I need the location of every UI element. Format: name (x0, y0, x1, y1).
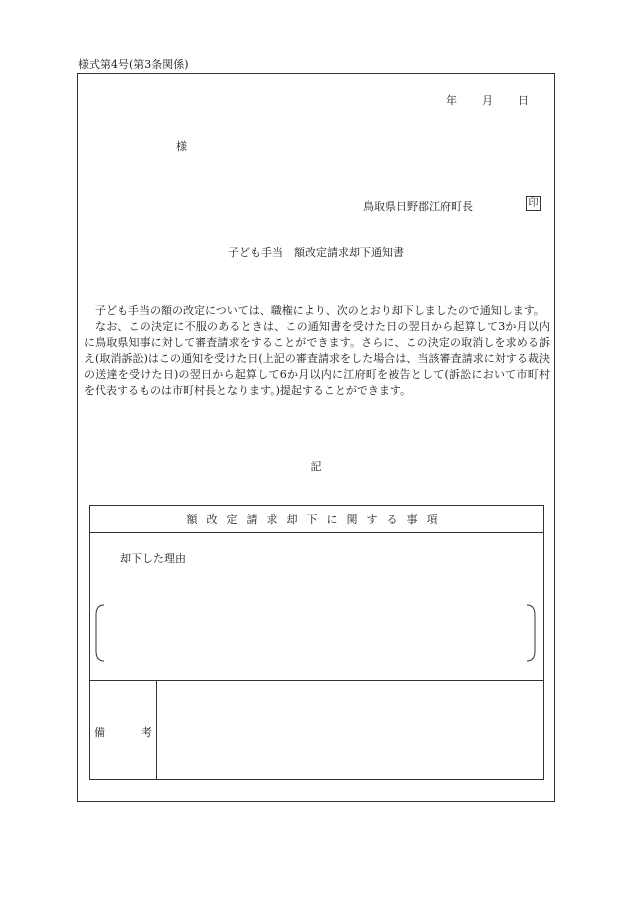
left-bracket (96, 605, 104, 661)
remarks-label-char-1: 備 (94, 726, 105, 739)
notice-body (84, 303, 550, 399)
details-table (89, 505, 544, 780)
issuer-name: 鳥取県日野郡江府町長 (363, 200, 473, 213)
ki-label: 記 (310, 460, 322, 473)
notice-paragraph-2: なお、この決定に不服のあるときは、この通知書を受けた日の翌日から起算して3か月以内に鳥取県知事に対して審査請求をすることができます。さらに、この決定の取消しを求める訴え(取消訴訟)はこの通知を受けた日(上記の審査請求をした場合は、当該審査請求に対する裁決の送達を受けた日)の翌日から起算して6か月以内に江府町を被告として(訴訟において市町村を代表するものは市町村長となります。)提起することができます。 (84, 320, 550, 397)
date-year-label: 年 (446, 94, 457, 107)
seal-mark: 印 (526, 196, 541, 211)
reason-row-divider (90, 680, 543, 681)
date-day-label: 日 (518, 94, 529, 107)
form-number: 様式第4号(第3条関係) (78, 58, 189, 71)
reason-bracket (95, 604, 536, 662)
remarks-label-char-2: 考 (141, 726, 152, 739)
reason-label: 却下した理由 (120, 552, 186, 565)
details-table-header: 額改定請求却下に関する事項 (90, 506, 543, 533)
addressee-suffix: 様 (176, 140, 187, 153)
document-frame (77, 73, 555, 802)
notice-paragraph-1: 子ども手当の額の改定については、職権により、次のとおり却下しましたので通知します。 (95, 304, 545, 317)
date-month-label: 月 (482, 94, 493, 107)
remarks-label (94, 724, 152, 740)
document-title: 子ども手当 額改定請求却下通知書 (228, 246, 404, 259)
remarks-column-divider (156, 680, 157, 779)
right-bracket (527, 605, 535, 661)
